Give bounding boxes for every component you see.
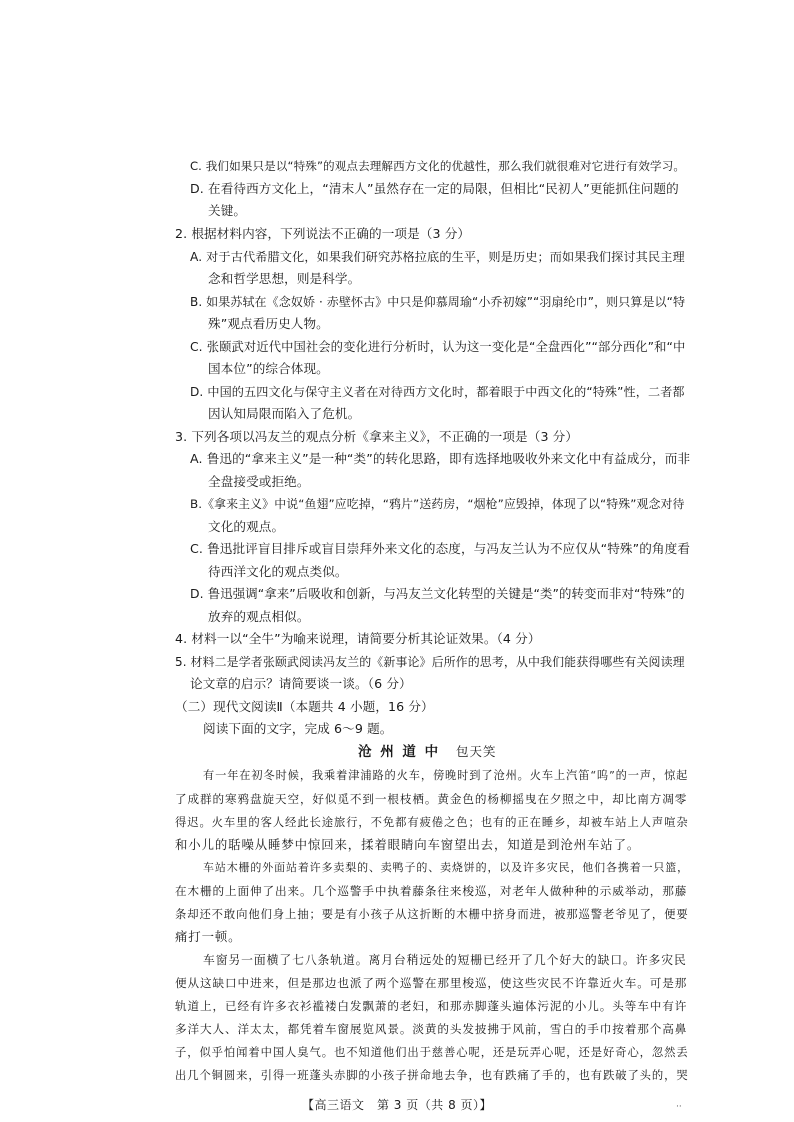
q2-option-a: A. 对于古代希腊文化，如果我们研究苏格拉底的生平，则是历史；而如果我们探讨其民主理 (190, 250, 685, 264)
q2-stem: 2. 根据材料内容，下列说法不正确的一项是（3 分） (175, 226, 471, 241)
passage-line: 车站木栅的外面站着许多卖梨的、卖鸭子的、卖烧饼的，以及许多灾民，他们各携着一只篮， (203, 861, 689, 874)
corner-mark: ·· (676, 1102, 682, 1112)
passage-line: 了成群的寒鸦盘旋天空，好似觅不到一根枝栖。黄金色的杨柳摇曳在夕照之中，却比南方凋零 (175, 792, 688, 806)
section-heading: （二）现代文阅读Ⅱ（本题共 4 小题，16 分） (175, 699, 434, 714)
q2-option-d-cont: 因认知局限而陷入了危机。 (208, 406, 361, 421)
q3-option-b: B.《拿来主义》中说“鱼翅”应吃掉，“鸦片”送药房，“烟枪”应毁掉，体现了以“特殊”观念对待 (190, 497, 685, 511)
passage-line: 有一年在初冬时候，我乘着津浦路的火车，傍晚时到了沧州。火车上汽笛“呜”的一声，惊起 (203, 769, 689, 782)
q2-option-d: D. 中国的五四文化与保守主义者在对待西方文化时，都着眼于中西文化的“特殊”性，二者都 (190, 385, 685, 399)
q3-option-b-cont: 文化的观点。 (208, 519, 285, 534)
story-title: 沧 州 道 中 (358, 744, 441, 760)
passage-line: 车窗另一面横了七八条轨道。离月台稍远处的短栅已经开了几个好大的缺口。许多灾民 (203, 953, 687, 967)
q1-option-d: D. 在看待西方文化上，“清末人”虽然存在一定的局限，但相比“民初人”更能抓住问题的 (190, 181, 679, 196)
q2-option-c-cont: 国本位”的综合体现。 (208, 361, 329, 376)
passage-line: 子，似乎怕闻着中国人臭气。也不知道他们出于慈善心呢，还是玩弄心呢，还是好奇心，忽然丢 (175, 1045, 689, 1059)
q2-option-a-cont: 念和哲学思想，则是科学。 (208, 271, 361, 286)
story-author: 包天笑 (456, 744, 497, 759)
q3-option-c-cont: 待西洋文化的观点类似。 (208, 564, 348, 579)
passage-line: 出几个铜圆来，引得一班蓬头赤脚的小孩子拼命地去争，也有跌痛了手的，也有跌破了头的，哭 (175, 1068, 689, 1082)
q1-option-d-cont: 关键。 (208, 203, 247, 218)
q5-stem-cont: 论文章的启示？请简要谈一谈。（6 分） (190, 676, 412, 691)
passage-line: 和小儿的聒噪从睡梦中惊回来，揉着眼睛向车窗望出去，知道是到沧州车站了。 (175, 837, 641, 852)
q3-option-c: C. 鲁迅批评盲目排斥或盲目崇拜外来文化的态度，与冯友兰认为不应仅从“特殊”的角度看 (190, 541, 691, 556)
section-instruction: 阅读下面的文字，完成 6～9 题。 (203, 721, 393, 736)
q2-option-b: B. 如果苏轼在《念奴娇 · 赤壁怀古》中只是仰慕周瑜“小乔初嫁”“羽扇纶巾”，则只算是以“特 (190, 295, 686, 309)
q3-option-a-cont: 全盘接受或拒绝。 (208, 474, 310, 489)
passage-line: 便从这缺口中进来，但是那边也派了两个巡警在那里梭巡，使这些灾民不许靠近火车。可是那 (175, 976, 688, 990)
q3-option-d: D. 鲁迅强调“拿来”后吸收和创新，与冯友兰文化转型的关键是“类”的转变而非对“特殊”的 (190, 586, 685, 601)
q3-option-a: A. 鲁迅的“拿来主义”是一种“类”的转化思路，即有选择地吸收外来文化中有益成分，而非 (190, 451, 691, 466)
passage-line: 多洋大人、洋太太，都凭着车窗展览风景。淡黄的头发披拂于风前，雪白的手巾按着那个高鼻 (175, 1022, 688, 1036)
q4-stem: 4. 材料一以“全牛”为喻来说理，请简要分析其论证效果。（4 分） (175, 631, 541, 646)
passage-line: 在木栅的上面伸了出来。几个巡警手中执着藤条往来梭巡，对老年人做种种的示威举动，那藤 (175, 884, 688, 898)
q2-option-c: C. 张颐武对近代中国社会的变化进行分析时，认为这一变化是“全盘西化”“部分西化”和“中 (190, 340, 686, 354)
passage-line: 痛打一顿。 (175, 929, 242, 944)
q3-stem: 3. 下列各项以冯友兰的观点分析《拿来主义》，不正确的一项是（3 分） (175, 429, 579, 444)
passage-line: 条却还不敢向他们身上抽；要是有小孩子从这折断的木栅中挤身而进，被那巡警老爷见了，便要 (175, 907, 689, 921)
passage-line: 轨道上，已经有许多衣衫褴褛白发飘萧的老妇，和那赤脚蓬头遍体污泥的小儿。头等车中有许 (175, 999, 688, 1013)
q1-option-c: C. 我们如果只是以“特殊”的观点去理解西方文化的优越性，那么我们就很难对它进行有效学习。 (190, 159, 686, 173)
q3-option-d-cont: 放弃的观点相似。 (208, 609, 310, 624)
passage-line: 得迟。火车里的客人经此长途旅行，不免都有疲倦之色；也有的正在睡乡，却被车站上人声喧杂 (175, 815, 689, 829)
q2-option-b-cont: 殊”观点看历史人物。 (208, 316, 329, 331)
page-footer: 【高三语文 第 3 页（共 8 页）】 (301, 1098, 493, 1112)
q5-stem: 5. 材料二是学者张颐武阅读冯友兰的《新事论》后所作的思考，从中我们能获得哪些有关阅读理 (175, 655, 685, 669)
